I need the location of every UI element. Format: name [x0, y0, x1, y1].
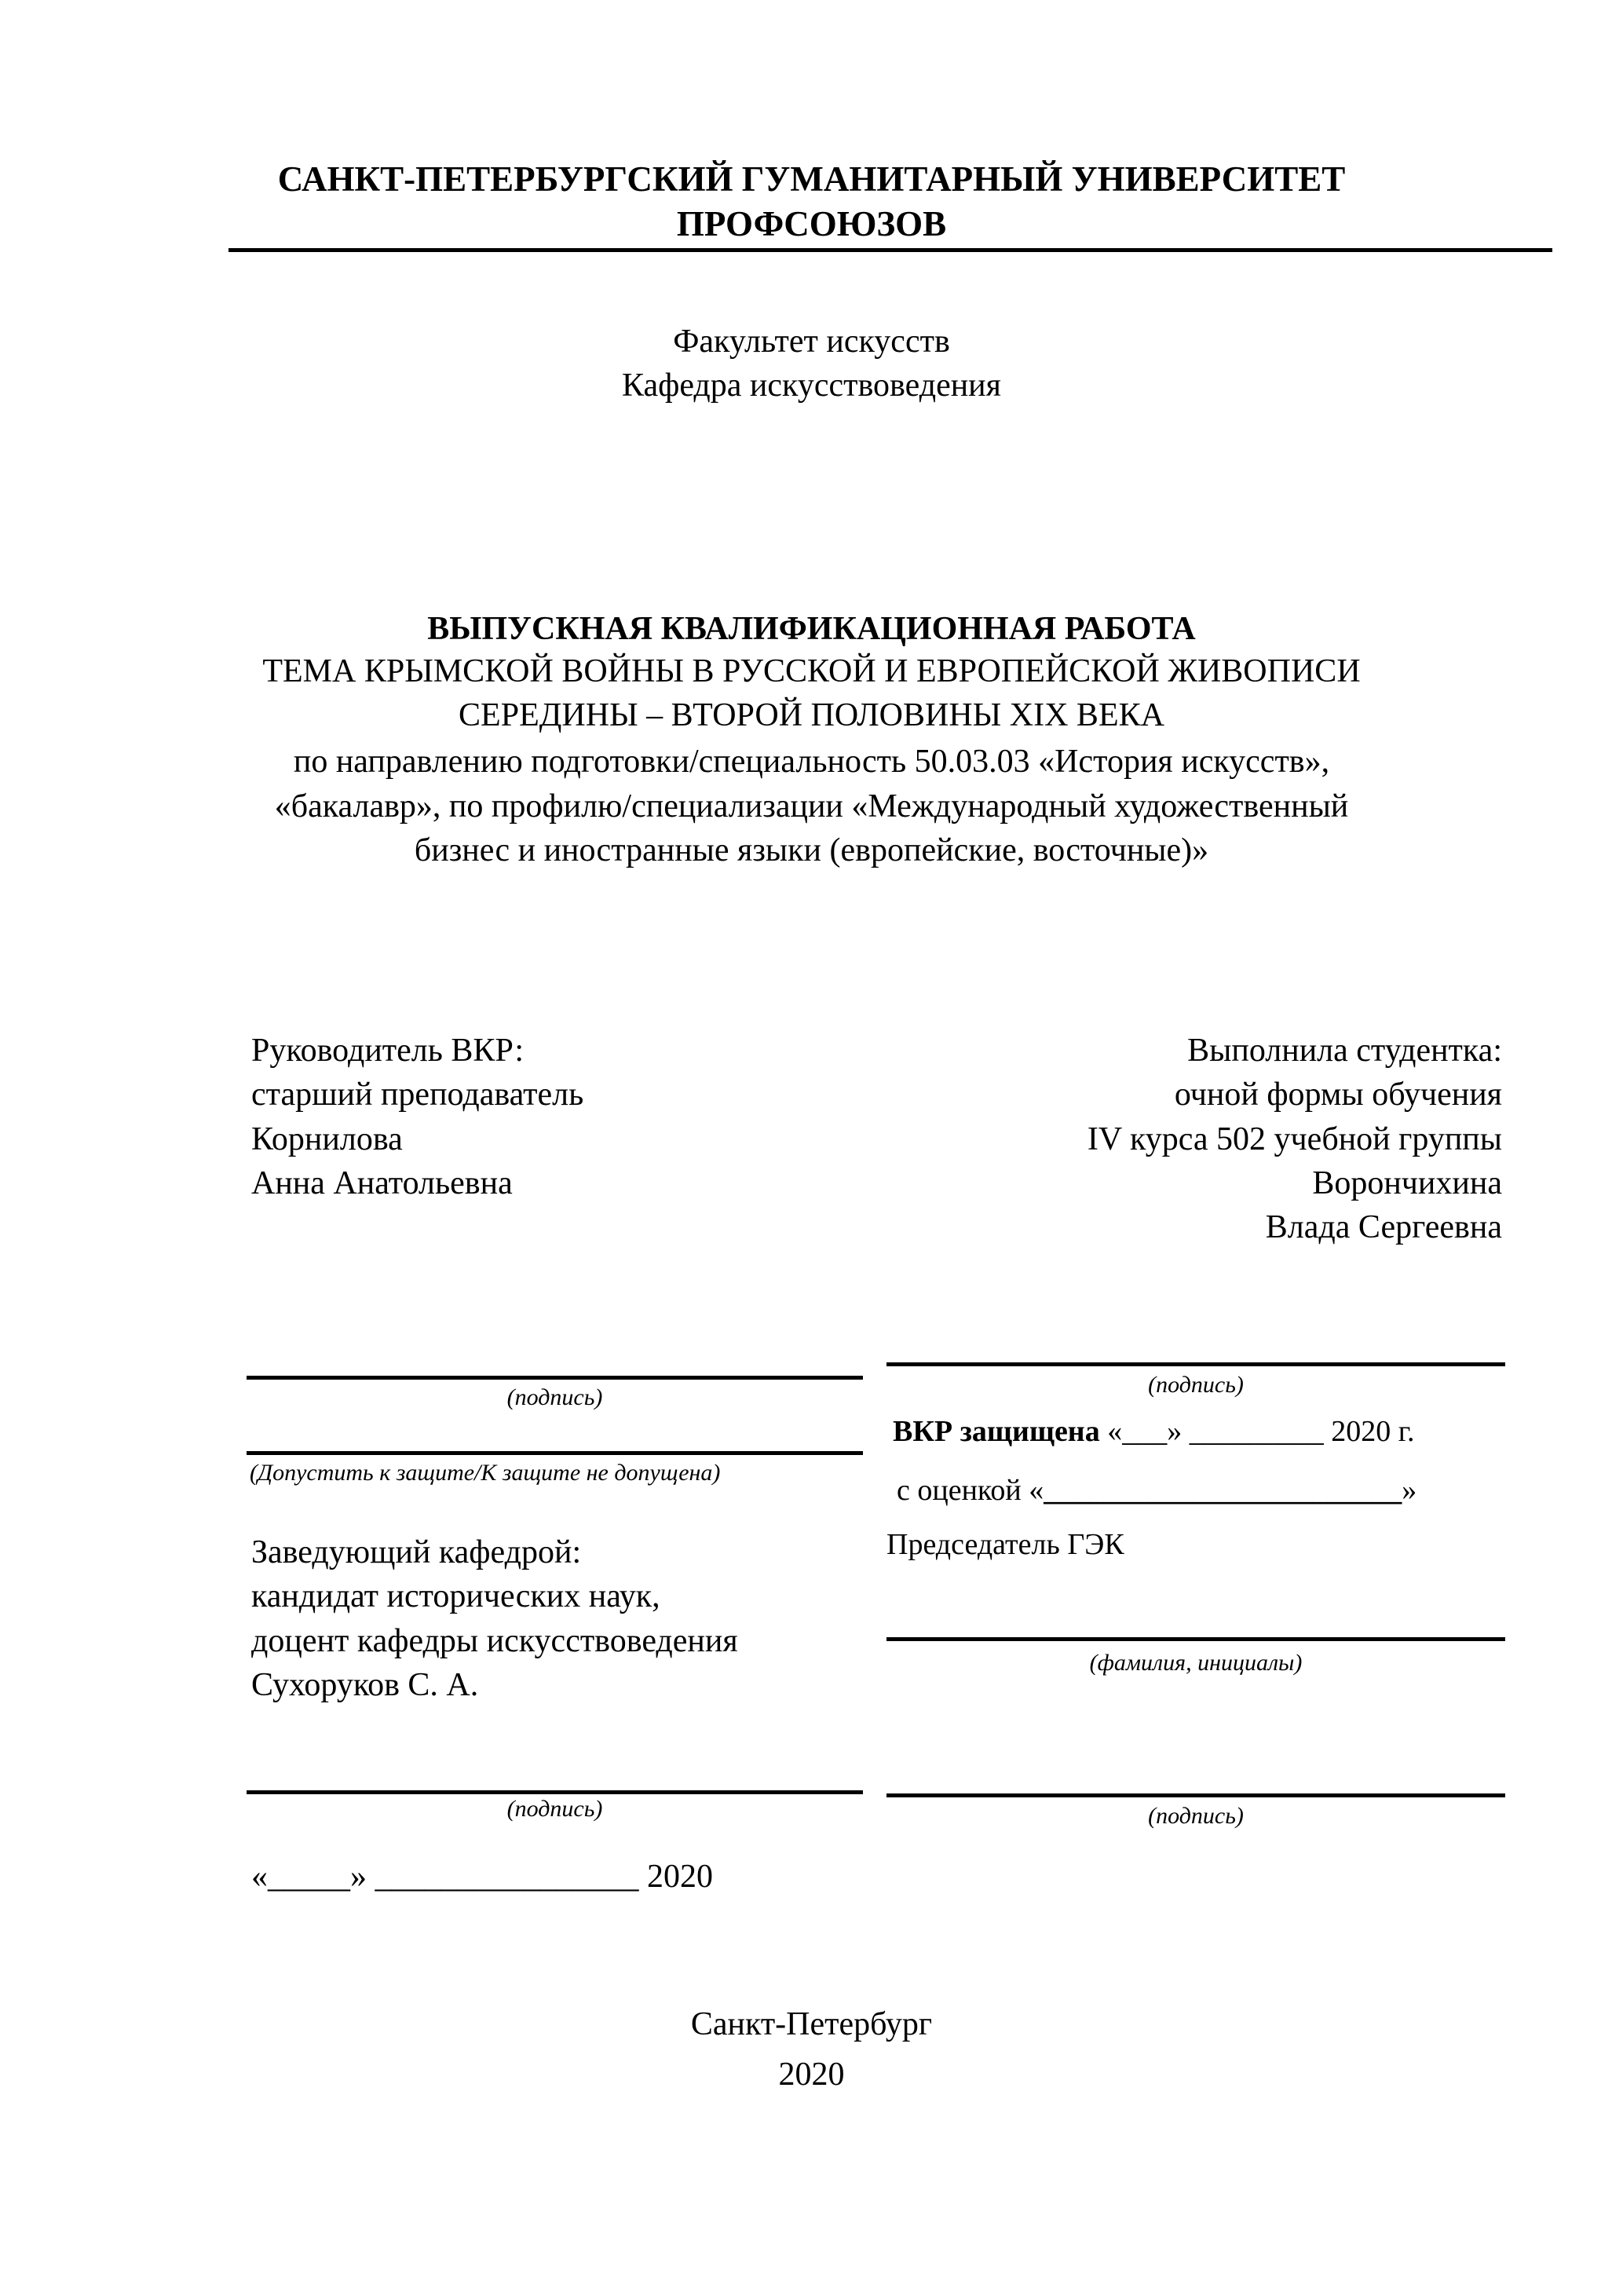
chair-name-caption: (фамилия, инициалы) — [1089, 1650, 1303, 1676]
year: 2020 — [778, 2057, 845, 2093]
head-signature-caption: (подпись) — [506, 1796, 603, 1822]
chair-label: Председатель ГЭК — [886, 1528, 1124, 1561]
head-position: доцент кафедры искусствоведения — [251, 1623, 738, 1659]
student-study-form: очной формы обучения — [1174, 1077, 1502, 1113]
head-signature-line — [247, 1790, 863, 1794]
head-degree: кандидат исторических наук, — [251, 1578, 660, 1614]
student-label: Выполнила студентка: — [1187, 1033, 1502, 1069]
chair-name-line — [886, 1637, 1505, 1641]
direction-line3: бизнес и иностранные языки (европейские, восточные)» — [414, 832, 1209, 868]
supervisor-signature-line — [247, 1376, 863, 1380]
university-name-line1: САНКТ-ПЕТЕРБУРГСКИЙ ГУМАНИТАРНЫЙ УНИВЕРСИТЕТ — [277, 159, 1346, 199]
grade-blank: ________________________ — [1044, 1474, 1402, 1507]
direction-line1: по направлению подготовки/специальность 50.03.03 «История искусств», — [293, 744, 1330, 780]
chair-signature-caption: (подпись) — [1148, 1803, 1244, 1829]
grade-end: » — [1402, 1474, 1417, 1507]
head-label: Заведующий кафедрой: — [251, 1534, 582, 1570]
chair-signature-line — [886, 1793, 1505, 1797]
header-rule — [228, 248, 1552, 252]
supervisor-label: Руководитель ВКР: — [251, 1033, 525, 1069]
faculty: Факультет искусств — [673, 324, 950, 360]
work-type: ВЫПУСКНАЯ КВАЛИФИКАЦИОННАЯ РАБОТА — [427, 611, 1196, 647]
department: Кафедра искусствоведения — [622, 367, 1001, 404]
university-name-line2: ПРОФСОЮЗОВ — [676, 204, 947, 243]
grade-line — [897, 1475, 1416, 1505]
grade-label: с оценкой « — [897, 1474, 1044, 1507]
city: Санкт-Петербург — [690, 2006, 933, 2042]
defended-date: «___» _________ 2020 г. — [1099, 1415, 1415, 1448]
supervisor-name: Анна Анатольевна — [251, 1165, 513, 1201]
student-name: Влада Сергеевна — [1265, 1209, 1502, 1245]
student-signature-line — [886, 1362, 1505, 1366]
admission-caption: (Допустить к защите/К защите не допущена) — [250, 1460, 721, 1486]
topic-line1: ТЕМА КРЫМСКОЙ ВОЙНЫ В РУССКОЙ И ЕВРОПЕЙСКОЙ ЖИВОПИСИ — [262, 653, 1361, 689]
supervisor-signature-caption: (подпись) — [506, 1384, 603, 1410]
defended-line — [893, 1417, 1415, 1446]
student-signature-caption: (подпись) — [1148, 1372, 1244, 1398]
admission-line — [247, 1451, 863, 1455]
head-name: Сухоруков С. А. — [251, 1667, 479, 1703]
supervisor-position: старший преподаватель — [251, 1077, 584, 1113]
direction-line2: «бакалавр», по профилю/специализации «Международный художественный — [274, 788, 1349, 824]
defended-label: ВКР защищена — [893, 1415, 1100, 1448]
student-group: IV курса 502 учебной группы — [1087, 1121, 1502, 1157]
student-surname: Ворончихина — [1312, 1165, 1502, 1201]
supervisor-surname: Корнилова — [251, 1121, 403, 1157]
date-line: «_____» ________________ 2020 — [251, 1859, 713, 1895]
topic-line2: СЕРЕДИНЫ – ВТОРОЙ ПОЛОВИНЫ XIX ВЕКА — [459, 697, 1164, 733]
